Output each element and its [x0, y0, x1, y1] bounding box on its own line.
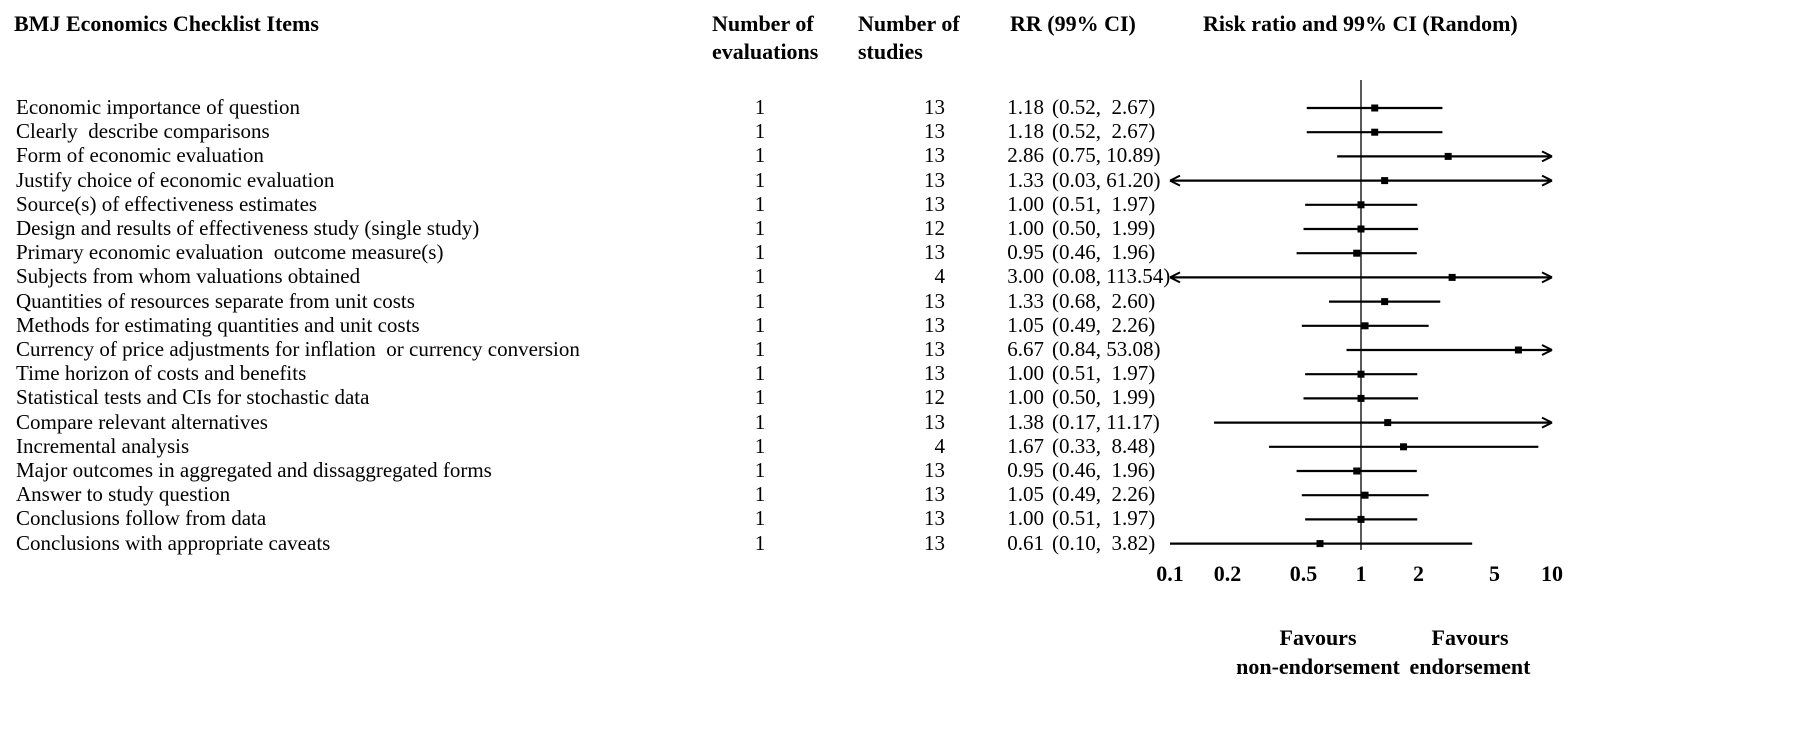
point-estimate — [1449, 274, 1456, 281]
row-confidence-interval: (0.84, 53.08) — [1052, 337, 1161, 361]
row-risk-ratio: 1.00 — [1007, 506, 1044, 531]
row-studies: 13 — [924, 482, 945, 507]
row-studies: 13 — [924, 361, 945, 386]
point-estimate — [1358, 226, 1365, 233]
row-confidence-interval: (0.17, 11.17) — [1052, 409, 1160, 434]
row-label: Currency of price adjustments for inflation or currency conversion — [16, 337, 580, 361]
row-risk-ratio: 0.61 — [1007, 530, 1044, 555]
row-studies: 4 — [934, 264, 945, 289]
point-estimate — [1362, 492, 1369, 499]
header-evaluations-line-1: Number of — [712, 11, 814, 36]
row-confidence-interval: (0.51, 1.97) — [1052, 191, 1156, 216]
row-evaluations: 1 — [754, 240, 766, 265]
point-estimate — [1381, 177, 1388, 184]
row-confidence-interval: (0.10, 3.82) — [1052, 530, 1156, 555]
row-studies: 13 — [924, 288, 945, 313]
row-risk-ratio: 1.38 — [1007, 409, 1044, 434]
row-confidence-interval: (0.51, 1.97) — [1052, 506, 1156, 531]
point-estimate — [1362, 322, 1369, 329]
row-studies: 13 — [924, 506, 945, 531]
row-label: Design and results of effectiveness study (single study) — [16, 216, 480, 240]
row-confidence-interval: (0.50, 1.99) — [1052, 385, 1156, 410]
header-evaluations-line-2: evaluations — [712, 39, 819, 64]
row-confidence-interval: (0.52, 2.67) — [1052, 119, 1156, 144]
row-label: Time horizon of costs and benefits — [16, 361, 307, 386]
row-risk-ratio: 1.33 — [1007, 288, 1044, 313]
header-studies-line-1: Number of — [858, 11, 960, 36]
row-studies: 13 — [924, 191, 945, 216]
point-estimate — [1371, 105, 1378, 112]
header-rr-label: RR (99% CI) — [1010, 11, 1136, 36]
point-estimate — [1358, 371, 1365, 378]
row-studies: 13 — [924, 95, 945, 119]
row-studies: 4 — [934, 433, 945, 458]
row-risk-ratio: 1.33 — [1007, 167, 1044, 192]
row-evaluations: 1 — [754, 216, 766, 240]
favours-left-line-1: Favours — [1279, 625, 1357, 650]
row-confidence-interval: (0.46, 1.96) — [1052, 240, 1156, 265]
point-estimate — [1358, 201, 1365, 208]
row-risk-ratio: 1.00 — [1007, 191, 1044, 216]
row-label: Primary economic evaluation outcome measure(s) — [16, 240, 444, 265]
row-label: Answer to study question — [16, 482, 231, 507]
row-evaluations: 1 — [754, 361, 766, 386]
row-risk-ratio: 1.00 — [1007, 216, 1044, 240]
row-confidence-interval: (0.51, 1.97) — [1052, 361, 1156, 386]
row-evaluations: 1 — [754, 482, 766, 507]
point-estimate — [1353, 250, 1360, 257]
row-evaluations: 1 — [754, 530, 766, 555]
header-checklist-items-label: BMJ Economics Checklist Items — [14, 11, 319, 36]
row-studies: 13 — [924, 240, 945, 265]
row-label: Methods for estimating quantities and unit costs — [16, 312, 420, 337]
point-estimate — [1353, 468, 1360, 475]
row-confidence-interval: (0.75, 10.89) — [1052, 143, 1161, 168]
row-evaluations: 1 — [754, 385, 766, 410]
row-studies: 12 — [924, 216, 945, 240]
tick-label: 0.2 — [1213, 561, 1242, 586]
row-label: Conclusions follow from data — [16, 506, 267, 531]
favours-right-line-1: Favours — [1431, 625, 1509, 650]
row-risk-ratio: 1.00 — [1007, 385, 1044, 410]
tick-label: 1 — [1355, 561, 1367, 586]
row-confidence-interval: (0.68, 2.60) — [1052, 288, 1156, 313]
row-risk-ratio: 0.95 — [1007, 240, 1044, 265]
row-risk-ratio: 1.18 — [1007, 95, 1044, 119]
row-label: Incremental analysis — [16, 433, 190, 458]
row-risk-ratio: 1.67 — [1007, 433, 1044, 458]
row-label: Compare relevant alternatives — [16, 409, 268, 434]
row-evaluations: 1 — [754, 119, 766, 144]
row-label: Conclusions with appropriate caveats — [16, 530, 331, 555]
tick-label: 0.5 — [1289, 561, 1318, 586]
tick-label: 10 — [1541, 561, 1563, 586]
row-evaluations: 1 — [754, 458, 766, 482]
row-risk-ratio: 2.86 — [1007, 143, 1044, 168]
row-label: Clearly describe comparisons — [16, 119, 270, 144]
row-evaluations: 1 — [754, 143, 766, 168]
favours-left-line-2: non-endorsement — [1236, 654, 1400, 679]
row-confidence-interval: (0.49, 2.26) — [1052, 312, 1156, 337]
row-label: Economic importance of question — [16, 95, 301, 119]
row-studies: 12 — [924, 385, 945, 410]
row-confidence-interval: (0.50, 1.99) — [1052, 216, 1156, 240]
row-label: Major outcomes in aggregated and dissaggregated forms — [16, 458, 492, 482]
row-studies: 13 — [924, 167, 945, 192]
point-estimate — [1371, 129, 1378, 136]
row-evaluations: 1 — [754, 191, 766, 216]
row-studies: 13 — [924, 119, 945, 144]
row-studies: 13 — [924, 409, 945, 434]
row-confidence-interval: (0.08, 113.54) — [1052, 264, 1171, 289]
row-evaluations: 1 — [754, 433, 766, 458]
point-estimate — [1358, 395, 1365, 402]
row-label: Statistical tests and CIs for stochastic data — [16, 385, 370, 410]
row-evaluations: 1 — [754, 95, 766, 119]
tick-label: 2 — [1412, 561, 1424, 586]
row-evaluations: 1 — [754, 167, 766, 192]
row-studies: 13 — [924, 337, 945, 361]
point-estimate — [1316, 540, 1323, 547]
point-estimate — [1384, 419, 1391, 426]
row-risk-ratio: 3.00 — [1007, 264, 1044, 289]
row-risk-ratio: 1.05 — [1007, 482, 1044, 507]
tick-label: 0.1 — [1156, 561, 1184, 586]
row-label: Form of economic evaluation — [16, 143, 264, 168]
point-estimate — [1400, 443, 1407, 450]
row-risk-ratio: 6.67 — [1007, 337, 1044, 361]
row-risk-ratio: 1.05 — [1007, 312, 1044, 337]
row-evaluations: 1 — [754, 288, 766, 313]
favours-endorsement-label — [1385, 623, 1555, 681]
header-studies-line-2: studies — [858, 39, 923, 64]
row-studies: 13 — [924, 530, 945, 555]
point-estimate — [1515, 347, 1522, 354]
row-evaluations: 1 — [754, 409, 766, 434]
row-evaluations: 1 — [754, 337, 766, 361]
row-evaluations: 1 — [754, 506, 766, 531]
point-estimate — [1445, 153, 1452, 160]
row-studies: 13 — [924, 312, 945, 337]
row-risk-ratio: 1.18 — [1007, 119, 1044, 144]
tick-label: 5 — [1489, 561, 1501, 586]
row-confidence-interval: (0.52, 2.67) — [1052, 95, 1156, 119]
row-risk-ratio: 0.95 — [1007, 458, 1044, 482]
row-studies: 13 — [924, 458, 945, 482]
row-label: Justify choice of economic evaluation — [16, 167, 335, 192]
favours-right-line-2: endorsement — [1409, 654, 1531, 679]
row-evaluations: 1 — [754, 312, 766, 337]
row-risk-ratio: 1.00 — [1007, 361, 1044, 386]
row-confidence-interval: (0.46, 1.96) — [1052, 458, 1156, 482]
point-estimate — [1358, 516, 1365, 523]
point-estimate — [1381, 298, 1388, 305]
row-confidence-interval: (0.33, 8.48) — [1052, 433, 1156, 458]
row-studies: 13 — [924, 143, 945, 168]
plot-title: Risk ratio and 99% CI (Random) — [1203, 11, 1518, 36]
row-label: Quantities of resources separate from unit costs — [16, 288, 415, 313]
row-evaluations: 1 — [754, 264, 766, 289]
row-confidence-interval: (0.03, 61.20) — [1052, 167, 1161, 192]
row-confidence-interval: (0.49, 2.26) — [1052, 482, 1156, 507]
row-label: Source(s) of effectiveness estimates — [16, 191, 318, 216]
row-label: Subjects from whom valuations obtained — [16, 264, 361, 289]
